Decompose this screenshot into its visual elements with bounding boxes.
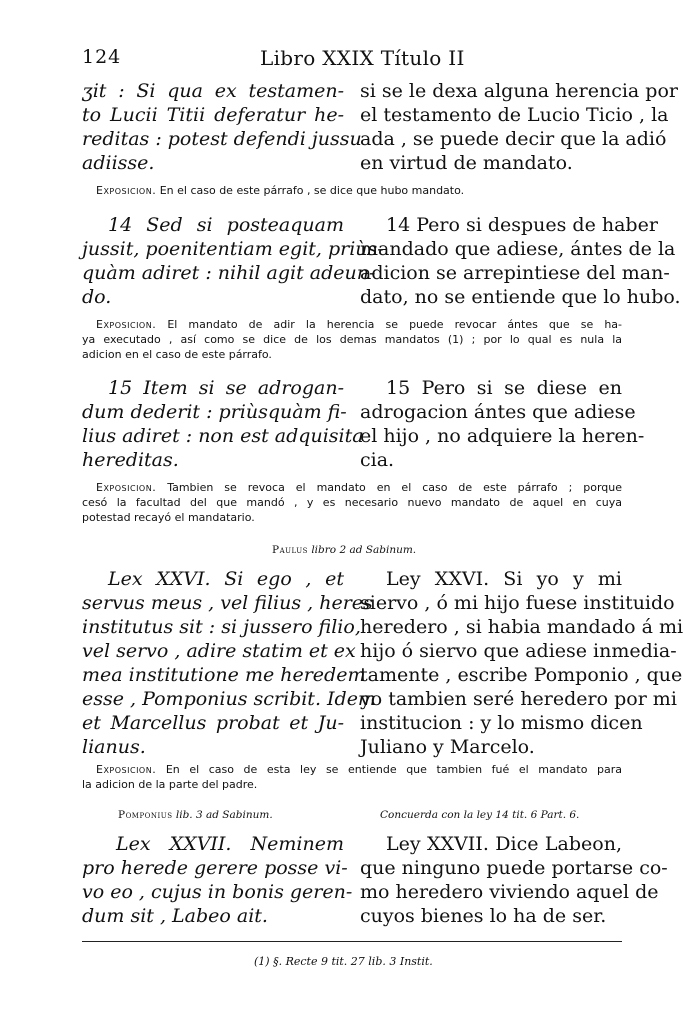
latin-line: lianus.	[82, 736, 146, 758]
latin-line: Lex XXVII. Neminem	[116, 833, 344, 855]
latin-line: to Lucii Titii deferatur he-	[82, 104, 344, 126]
exposicion-note	[82, 480, 622, 525]
exposicion-line: potestad recayó el mandatario.	[82, 511, 255, 524]
spanish-line: 15 Pero si se diese en	[386, 377, 622, 399]
spanish-line: mo heredero viviendo aquel de	[360, 881, 659, 903]
exposicion-line: adicion en el caso de este párrafo.	[82, 348, 272, 361]
spanish-line: cia.	[360, 449, 395, 471]
exposicion-label: Exposicion.	[96, 318, 157, 331]
exposicion-label: Exposicion.	[96, 763, 157, 776]
latin-column	[82, 567, 376, 759]
spanish-line: 14 Pero si despues de haber	[386, 214, 658, 236]
latin-line: institutus sit : si jussero filio,	[82, 616, 361, 638]
latin-line: vel servo , adire statim et ex	[82, 640, 356, 662]
latin-line: et Marcellus probat et Ju-	[82, 712, 344, 734]
latin-line: hereditas.	[82, 449, 179, 471]
spanish-column	[360, 567, 683, 759]
spanish-line: en virtud de mandato.	[360, 152, 573, 174]
latin-line: esse , Pomponius scribit. Idem	[82, 688, 376, 710]
latin-line: dum sit , Labeo ait.	[82, 905, 268, 927]
latin-line: adiisse.	[82, 152, 155, 174]
footnote: (1) §. Recte 9 tit. 27 lib. 3 Instit.	[254, 955, 433, 968]
exposicion-line: ya executado , así como se dice de los demas mandatos (1) ; por lo qual es nula la	[82, 333, 622, 346]
page-number: 124	[82, 46, 122, 68]
source-text: lib. 3 ad Sabinum.	[175, 809, 273, 821]
exposicion-note	[82, 317, 622, 362]
exposicion-label: Exposicion.	[96, 481, 157, 494]
latin-column	[82, 376, 364, 472]
latin-column	[82, 213, 384, 309]
spanish-line: el hijo , no adquiere la heren-	[360, 425, 645, 447]
spanish-line: ada , se puede decir que la adió	[360, 128, 667, 150]
spanish-line: adrogacion ántes que adiese	[360, 401, 636, 423]
page-header	[82, 46, 622, 72]
exposicion-line: En el caso de esta ley se entiende que tambien fué el mandato para	[165, 763, 622, 776]
latin-line: quàm adiret : nihil agit adeun-	[82, 262, 376, 284]
spanish-line: Ley XXVII. Dice Labeon,	[386, 833, 622, 855]
exposicion-line: En el caso de este párrafo , se dice que hubo mandato.	[159, 184, 465, 197]
spanish-line: institucion : y lo mismo dicen	[360, 712, 643, 734]
latin-column	[82, 832, 353, 928]
exposicion-line: la adicion de la parte del padre.	[82, 778, 258, 791]
latin-line: jussit, poenitentiam egit, priùs-	[82, 238, 384, 260]
spanish-line: que ninguno puede portarse co-	[360, 857, 668, 879]
source-author: Pomponius	[118, 809, 173, 821]
spanish-line: yo tambien seré heredero por mi	[360, 688, 677, 710]
latin-line: dum dederit : priùsquàm fi-	[82, 401, 347, 423]
latin-line: mea institutione me heredem	[82, 664, 366, 686]
spanish-line: tamente , escribe Pomponio , que	[360, 664, 683, 686]
footnote-rule	[82, 941, 622, 942]
spanish-line: Juliano y Marcelo.	[360, 736, 535, 758]
spanish-line: cuyos bienes lo ha de ser.	[360, 905, 607, 927]
source-author: Paulus	[272, 544, 308, 556]
latin-line: do.	[82, 286, 112, 308]
exposicion-line: cesó la facultad del que mandó , y es necesario nuevo mandato de aquel en cuya	[82, 496, 622, 509]
exposicion-label: Exposicion.	[96, 184, 157, 197]
running-title: Libro XXIX Título II	[260, 46, 465, 70]
spanish-line: hijo ó siervo que adiese inmedia-	[360, 640, 677, 662]
latin-column	[82, 79, 362, 175]
latin-line: 14 Sed si posteaquam	[108, 214, 344, 236]
exposicion-note	[82, 762, 622, 792]
latin-line: ʒit : Si qua ex testamen-	[82, 80, 344, 102]
latin-line: lius adiret : non est adquisita	[82, 425, 364, 447]
latin-line: vo eo , cujus in bonis geren-	[82, 881, 353, 903]
spanish-column	[360, 213, 681, 309]
exposicion-line: Tambien se revoca el mandato en el caso de este párrafo ; porque	[167, 481, 622, 494]
source-citation-spanish: Concuerda con la ley 14 tit. 6 Part. 6.	[380, 809, 580, 821]
spanish-line: el testamento de Lucio Ticio , la	[360, 104, 669, 126]
spanish-column	[360, 376, 645, 472]
exposicion-note	[96, 183, 622, 198]
latin-line: reditas : potest defendi jussu	[82, 128, 362, 150]
source-citation-latin	[118, 808, 273, 822]
source-text: libro 2 ad Sabinum.	[311, 544, 417, 556]
exposicion-line: El mandato de adir la herencia se puede revocar ántes que se ha-	[167, 318, 623, 331]
latin-line: servus meus , vel filius , heres	[82, 592, 373, 614]
spanish-line: dato, no se entiende que lo hubo.	[360, 286, 681, 308]
spanish-line: mandado que adiese, ántes de la	[360, 238, 676, 260]
spanish-line: heredero , si habia mandado á mi	[360, 616, 683, 638]
latin-line: Lex XXVI. Si ego , et	[108, 568, 344, 590]
latin-line: 15 Item si se adrogan-	[108, 377, 344, 399]
spanish-line: adicion se arrepintiese del man-	[360, 262, 670, 284]
spanish-line: siervo , ó mi hijo fuese instituido	[360, 592, 675, 614]
spanish-column	[360, 832, 668, 928]
spanish-line: Ley XXVI. Si yo y mi	[386, 568, 622, 590]
latin-line: pro herede gerere posse vi-	[82, 857, 348, 879]
source-citation	[272, 543, 416, 557]
spanish-column	[360, 79, 678, 175]
spanish-line: si se le dexa alguna herencia por	[360, 80, 678, 102]
